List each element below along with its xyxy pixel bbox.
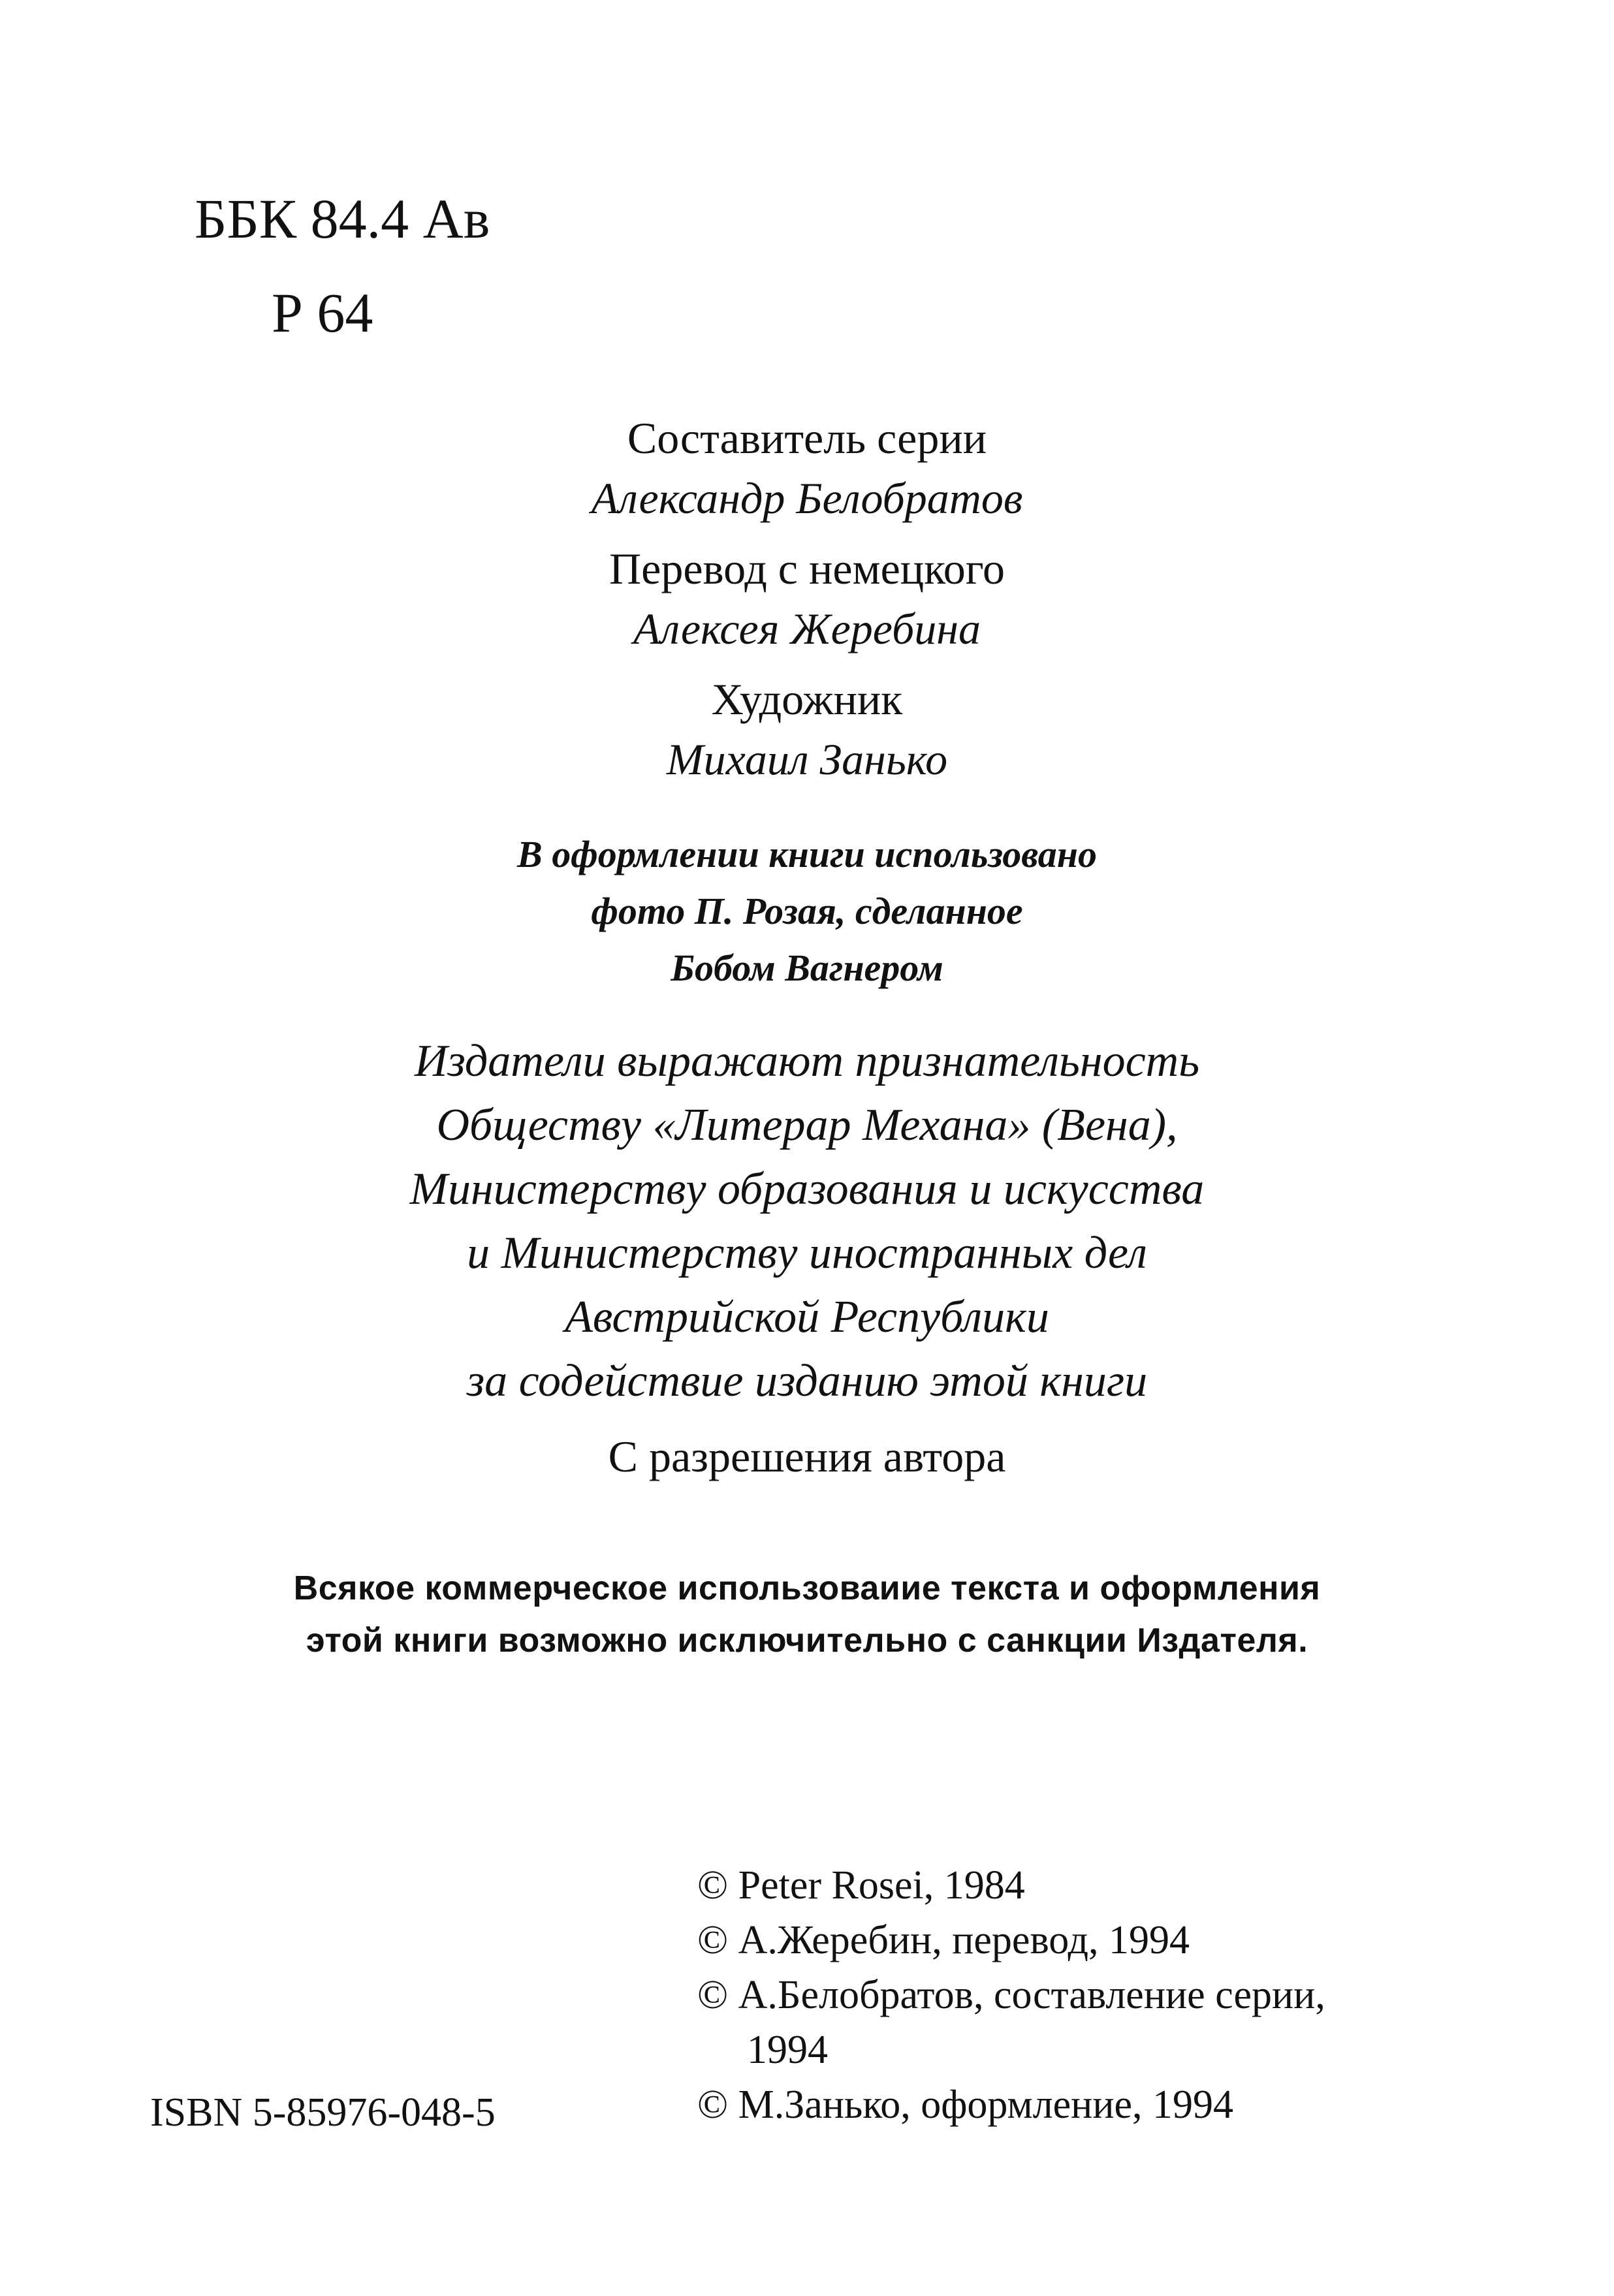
copyright-line: © А.Белобратов, составление серии, <box>697 1973 1325 2017</box>
design-note-line: фото П. Розая, сделанное <box>591 890 1023 932</box>
acknowledgement-line: за содействие изданию этой книги <box>466 1356 1148 1406</box>
acknowledgement-line: и Министерству иностранных дел <box>467 1228 1147 1278</box>
credit-artist <box>0 669 1614 789</box>
design-note-line: В оформлении книги использовано <box>517 833 1097 875</box>
credit-role: Составитель серии <box>627 413 987 463</box>
isbn: ISBN 5-85976-048-5 <box>150 2090 496 2135</box>
credit-name: Александр Белобратов <box>591 473 1023 523</box>
bbk-code: ББК 84.4 Ав <box>195 187 490 250</box>
copyright-line: © А.Жеребин, перевод, 1994 <box>697 1918 1190 1962</box>
permission-note: С разрешения автора <box>608 1432 1006 1481</box>
copyright-line-continuation: 1994 <box>747 2028 828 2072</box>
design-note <box>0 826 1614 996</box>
acknowledgement-line: Министерству образования и искусства <box>409 1164 1205 1214</box>
acknowledgement-line: Издатели выражают признательность <box>414 1036 1200 1086</box>
commercial-use-notice <box>0 1562 1614 1667</box>
acknowledgement <box>0 1030 1614 1413</box>
acknowledgement-line: Австрийской Республики <box>565 1292 1049 1342</box>
copyright-list <box>697 1858 1325 2132</box>
notice-line: Всякое коммерческое использоваиие текста и оформления <box>293 1569 1321 1607</box>
acknowledgement-line: Обществу «Литерар Механа» (Вена), <box>436 1100 1178 1150</box>
notice-line: этой книги возможно исключительно с санкции Издателя. <box>306 1622 1308 1659</box>
credit-role: Художник <box>711 674 903 724</box>
author-mark: Р 64 <box>272 281 373 344</box>
credit-translator <box>0 539 1614 659</box>
credit-role: Перевод с немецкого <box>609 544 1005 593</box>
credit-compiler <box>0 408 1614 528</box>
credit-name: Алексея Жеребина <box>633 604 981 653</box>
design-note-line: Бобом Вагнером <box>671 947 943 989</box>
copyright-line: © Peter Rosei, 1984 <box>697 1863 1025 1908</box>
classification-block <box>195 187 490 344</box>
credit-name: Михаил Занько <box>666 734 948 784</box>
copyright-line: © М.Занько, оформление, 1994 <box>697 2083 1234 2127</box>
